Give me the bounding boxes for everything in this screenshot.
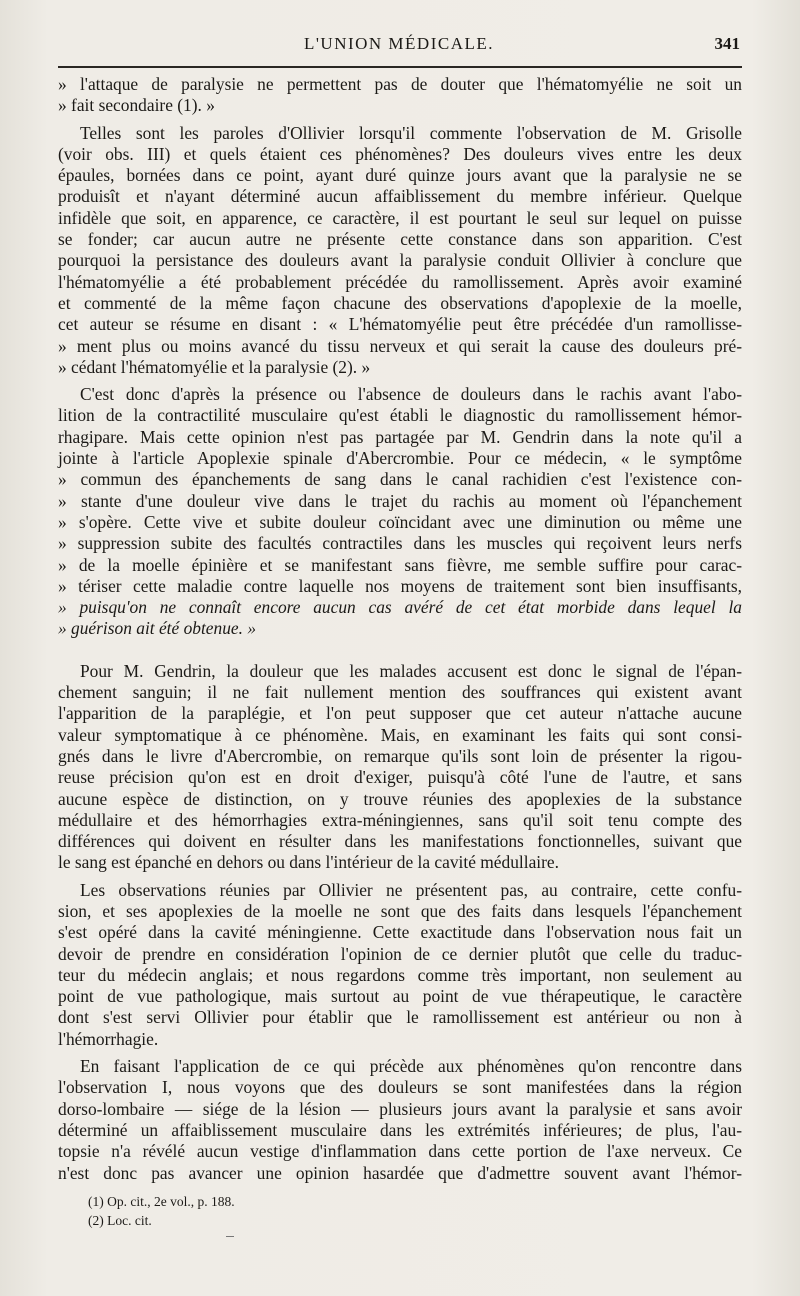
text-line: » de la moelle épinière et se manifestant sans fièvre, me semble suffire pour carac-: [58, 554, 742, 575]
footnote-2: (2) Loc. cit.: [88, 1213, 152, 1228]
text-line: lition de la contractilité musculaire qu'est établi le diagnostic du ramollissement hémor-: [58, 405, 742, 426]
text-line: médullaire et des hémorrhagies extra-méningiennes, sans qu'il soit tenu compte des: [58, 809, 742, 830]
body-text: [58, 74, 742, 1190]
text-line: gnés dans le livre d'Abercrombie, on remarque qu'ils sont loin de présenter la rigou-: [58, 745, 742, 766]
text-line: épaules, bornées dans ce point, ayant duré quinze jours avant que la paralysie ne se: [58, 165, 742, 186]
text-line: » stante d'une douleur vive dans le trajet du rachis au moment où l'épanchement: [58, 490, 742, 511]
text-line: rhagipare. Mais cette opinion n'est pas partagée par M. Gendrin dans la note qu'il a: [58, 426, 742, 447]
text-line: aucune espèce de distinction, on y trouve réunies des apoplexies de la substance: [58, 788, 742, 809]
text-line: (voir obs. III) et quels étaient ces phénomènes? Des douleurs vives entre les deux: [58, 143, 742, 164]
paragraph-3: [58, 384, 742, 640]
text-line: Les observations réunies par Ollivier ne présentent pas, au contraire, cette confu-: [80, 879, 742, 900]
text-line: En faisant l'application de ce qui précède aux phénomènes qu'on rencontre dans: [80, 1056, 742, 1077]
text-line: l'hémorrhagie.: [58, 1028, 159, 1049]
text-line: » cédant l'hématomyélie et la paralysie (2). »: [58, 356, 371, 377]
text-line: » fait secondaire (1). »: [58, 95, 215, 116]
text-line: » guérison ait été obtenue. »: [58, 618, 257, 639]
text-line: devoir de prendre en considération l'opinion de ce dernier plutôt que celle du traduc-: [58, 943, 742, 964]
paragraph-6: [58, 1056, 742, 1184]
text-line: point de vue pathologique, mais surtout au point de vue thérapeutique, le caractère: [58, 986, 742, 1007]
text-line: Telles sont les paroles d'Ollivier lorsqu'il commente l'observation de M. Grisolle: [80, 122, 742, 143]
text-line: Pour M. Gendrin, la douleur que les malades accusent est donc le signal de l'épan-: [80, 660, 742, 681]
text-line: différences qui doivent en résulter dans les manifestations fonctionnelles, suivant que: [58, 831, 742, 852]
paragraph-2: [58, 123, 742, 379]
text-line: reuse précision qu'on est en droit d'exiger, puisqu'à côté l'une de l'autre, et sans: [58, 767, 742, 788]
text-line: » s'opère. Cette vive et subite douleur coïncidant avec une diminution ou même une: [58, 511, 742, 532]
text-line: pourquoi la persistance des douleurs avant la paralysie conduit Ollivier à conclure que: [58, 250, 742, 271]
text-line: » l'attaque de paralysie ne permettent pas de douter que l'hématomyélie ne soit un: [58, 74, 742, 94]
text-line: le sang est épanché en dehors ou dans l'intérieur de la cavité médullaire.: [58, 852, 559, 873]
text-line: se fonder; car aucun autre ne présente cette constance dans son apparition. C'est: [58, 229, 742, 250]
text-line: » puisqu'on ne connaît encore aucun cas avéré de cet état morbide dans lequel la: [58, 597, 742, 618]
text-line: dorso-lombaire — siége de la lésion — plusieurs jours avant la paralysie et sans avoir: [58, 1098, 742, 1119]
text-line: » ment plus ou moins avancé du tissu nerveux et qui serait la cause des douleurs pré-: [58, 335, 742, 356]
running-header: [58, 34, 740, 56]
page-number: 341: [714, 34, 740, 53]
footer-mark: [226, 1236, 234, 1237]
text-line: topsie n'a révélé aucun vestige d'inflammation dans cette portion de l'axe nerveux. Ce: [58, 1141, 742, 1162]
paragraph-4: [58, 661, 742, 874]
paragraph-5: [58, 880, 742, 1050]
text-line: l'apparition de la paraplégie, et l'on peut supposer que cet auteur n'attache aucune: [58, 703, 742, 724]
text-line: l'observation I, nous voyons que des douleurs se sont manifestées dans la région: [58, 1077, 742, 1098]
text-line: s'est opéré dans la cavité méningienne. Cette exactitude dans l'observation nous fait un: [58, 922, 742, 943]
text-line: infidèle que soit, en apparence, ce caractère, il est pourtant le seul sur lequel on puisse: [58, 207, 742, 228]
journal-title: L'UNION MÉDICALE.: [303, 34, 495, 53]
text-line: » suppression subite des facultés contractiles dans les muscles qui reçoivent leurs nerfs: [58, 533, 742, 554]
paragraph-gap: [58, 646, 742, 661]
text-line: et commenté de la même façon chacune des observations d'apoplexie de la moelle,: [58, 292, 742, 313]
text-line: produisît et n'ayant déterminé aucun affaiblissement du membre inférieur. Quelque: [58, 186, 742, 207]
text-line: sion, et ses apoplexies de la moelle ne sont que des faits dans lesquels l'épanchement: [58, 900, 742, 921]
text-line: » tériser cette maladie contre laquelle nos moyens de traitement sont bien insuffisants,: [58, 575, 742, 596]
paragraph-1: [58, 74, 742, 117]
text-line: jointe à l'article Apoplexie spinale d'Abercrombie. Pour ce médecin, « le symptôme: [58, 448, 742, 469]
text-line: cet auteur se résume en disant : « L'hématomyélie peut être précédée d'un ramollisse-: [58, 314, 742, 335]
text-line: » commun des épanchements de sang dans le canal rachidien c'est l'existence con-: [58, 469, 742, 490]
text-line: valeur symptomatique à ce phénomène. Mais, en examinant les faits qui sont consi-: [58, 724, 742, 745]
text-line: dont s'est servi Ollivier pour établir que le ramollissement est antérieur ou non à: [58, 1007, 742, 1028]
footnotes: [88, 1192, 235, 1230]
text-line: l'hématomyélie a été probablement précédée du ramollissement. Après avoir examiné: [58, 271, 742, 292]
text-line: chement sanguin; il ne fait nullement mention des souffrances qui existent avant: [58, 682, 742, 703]
text-line: C'est donc d'après la présence ou l'absence de douleurs dans le rachis avant l'abo-: [80, 384, 742, 405]
header-rule: [58, 66, 742, 68]
footnote-1: (1) Op. cit., 2e vol., p. 188.: [88, 1194, 235, 1209]
text-line: déterminé un affaiblissement musculaire dans les extrémités inférieures; de plus, l'au-: [58, 1119, 742, 1140]
text-line: teur du médecin anglais; et nous regardons comme très important, non seulement au: [58, 964, 742, 985]
text-line: n'est donc pas avancer une opinion hasardée que d'admettre souvent avant l'hémor-: [58, 1162, 742, 1183]
